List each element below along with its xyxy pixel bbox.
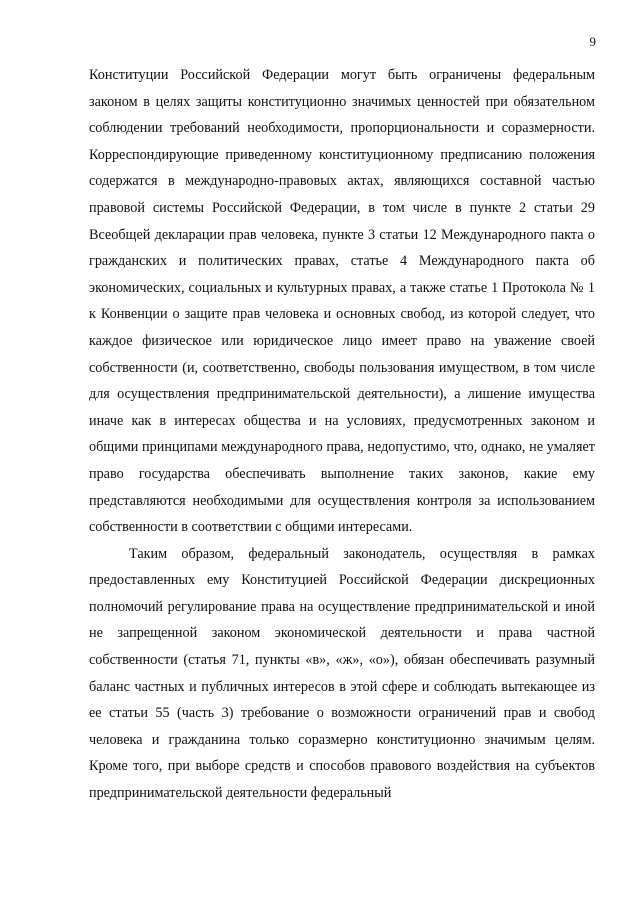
paragraph-conclusion: Таким образом, федеральный законодатель, осуществляя в рамках предоставленных ему Конституцией Российской Федерации дискреционных полномочий регулирование права на осуществление предпринимательской и иной не запрещенной законом экономической деятельности и права частной собственности (статья 71, пункты «в», «ж», «о»), обязан обеспечивать разумный баланс частных и публичных интересов в этой сфере и соблюдать вытекающее из ее статьи 55 (часть 3) требование о возможности ограничений прав и свобод человека и гражданина только соразмерно конституционно значимым целям. Кроме того, при выборе средств и способов правового воздействия на субъектов предпринимательской деятельности федеральный (89, 545, 595, 802)
body-text (89, 62, 595, 807)
page-number: 9 (589, 34, 596, 49)
paragraph-continuation: Конституции Российской Федерации могут быть ограничены федеральным законом в целях защиты конституционно значимых ценностей при обязательном соблюдении требований необходимости, пропорциональности и соразмерности. Корреспондирующие приведенному конституционному предписанию положения содержатся в международно-правовых актах, являющихся составной частью правовой системы Российской Федерации, в том числе в пункте 2 статьи 29 Всеобщей декларации прав человека, пункте 3 статьи 12 Международного пакта о гражданских и политических правах, статье 4 Международного пакта об экономических, социальных и культурных правах, а также статье 1 Протокола № 1 к Конвенции о защите прав человека и основных свобод, из которой следует, что каждое физическое или юридическое лицо имеет право на уважение своей собственности (и, соответственно, свободы пользования имуществом, в том числе для осуществления предпринимательской деятельности), а лишение имущества иначе как в интересах общества и на условиях, предусмотренных законом и общими принципами международного права, недопустимо, что, однако, не умаляет право государства обеспечивать выполнение таких законов, какие ему представляются необходимыми для осуществления контроля за использованием собственности в соответствии с общими интересами. (89, 67, 595, 536)
